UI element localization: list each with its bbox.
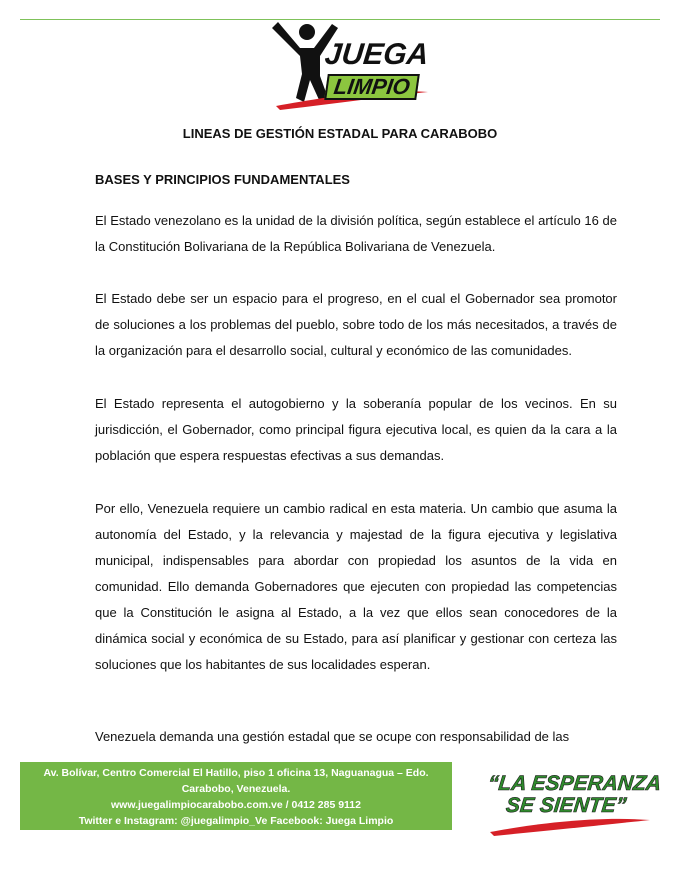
- slogan-line-2: SE SIENTE”: [504, 794, 628, 817]
- document-title: LINEAS DE GESTIÓN ESTADAL PARA CARABOBO: [182, 126, 498, 141]
- slogan-line-1: “LA ESPERANZA: [486, 772, 663, 795]
- footer-address: Av. Bolívar, Centro Comercial El Hatillo, piso 1 oficina 13, Naguanagua – Edo.: [43, 767, 429, 779]
- paragraph-4: Por ello, Venezuela requiere un cambio radical en esta materia. Un cambio que asuma la autonomía del Estado, y la relevancia y majestad de la figura ejecutiva y legislativa municipal, indispensables para abordar con propiedad los asuntos de la vida en comunidad. Ello demanda Gobernadores que ejecuten con propiedad las competencias que la Constitución le asigna al Estado, a la vez que ellos sean conocedores de la dinámica social y económica de su Estado, para así planificar y gestionar con certeza las soluciones que los habitantes de sus localidades esperan.: [95, 501, 617, 672]
- footer-web-phone: www.juegalimpiocarabobo.com.ve / 0412 285 9112: [111, 799, 361, 811]
- footer-city: Carabobo, Venezuela.: [181, 783, 291, 795]
- paragraph-5: Venezuela demanda una gestión estadal que se ocupe con responsabilidad de las: [95, 729, 570, 744]
- footer-social: Twitter e Instagram: @juegalimpio_Ve Facebook: Juega Limpio: [78, 815, 394, 827]
- section-heading: BASES Y PRINCIPIOS FUNDAMENTALES: [95, 172, 350, 187]
- logo-word-juega: JUEGA: [323, 38, 431, 71]
- paragraph-2: El Estado debe ser un espacio para el progreso, en el cual el Gobernador sea promotor de soluciones a los problemas del pueblo, sobre todo de los más necesitados, a través de la organización para el desarrollo social, cultural y económico de las comunidades.: [95, 291, 617, 358]
- paragraph-3: El Estado representa el autogobierno y la soberanía popular de los vecinos. En su jurisdicción, el Gobernador, como principal figura ejecutiva local, es quien da la cara a la población que espera respuestas efectivas a sus demandas.: [95, 396, 617, 463]
- footer-contact-box: [20, 762, 452, 830]
- logo-word-limpio: LIMPIO: [324, 74, 419, 100]
- juega-limpio-logo: [270, 18, 430, 113]
- slogan: [484, 772, 663, 838]
- paragraph-1: El Estado venezolano es la unidad de la división política, según establece el artículo 16 de la Constitución Bolivariana de la República Bolivariana de Venezuela.: [95, 213, 617, 254]
